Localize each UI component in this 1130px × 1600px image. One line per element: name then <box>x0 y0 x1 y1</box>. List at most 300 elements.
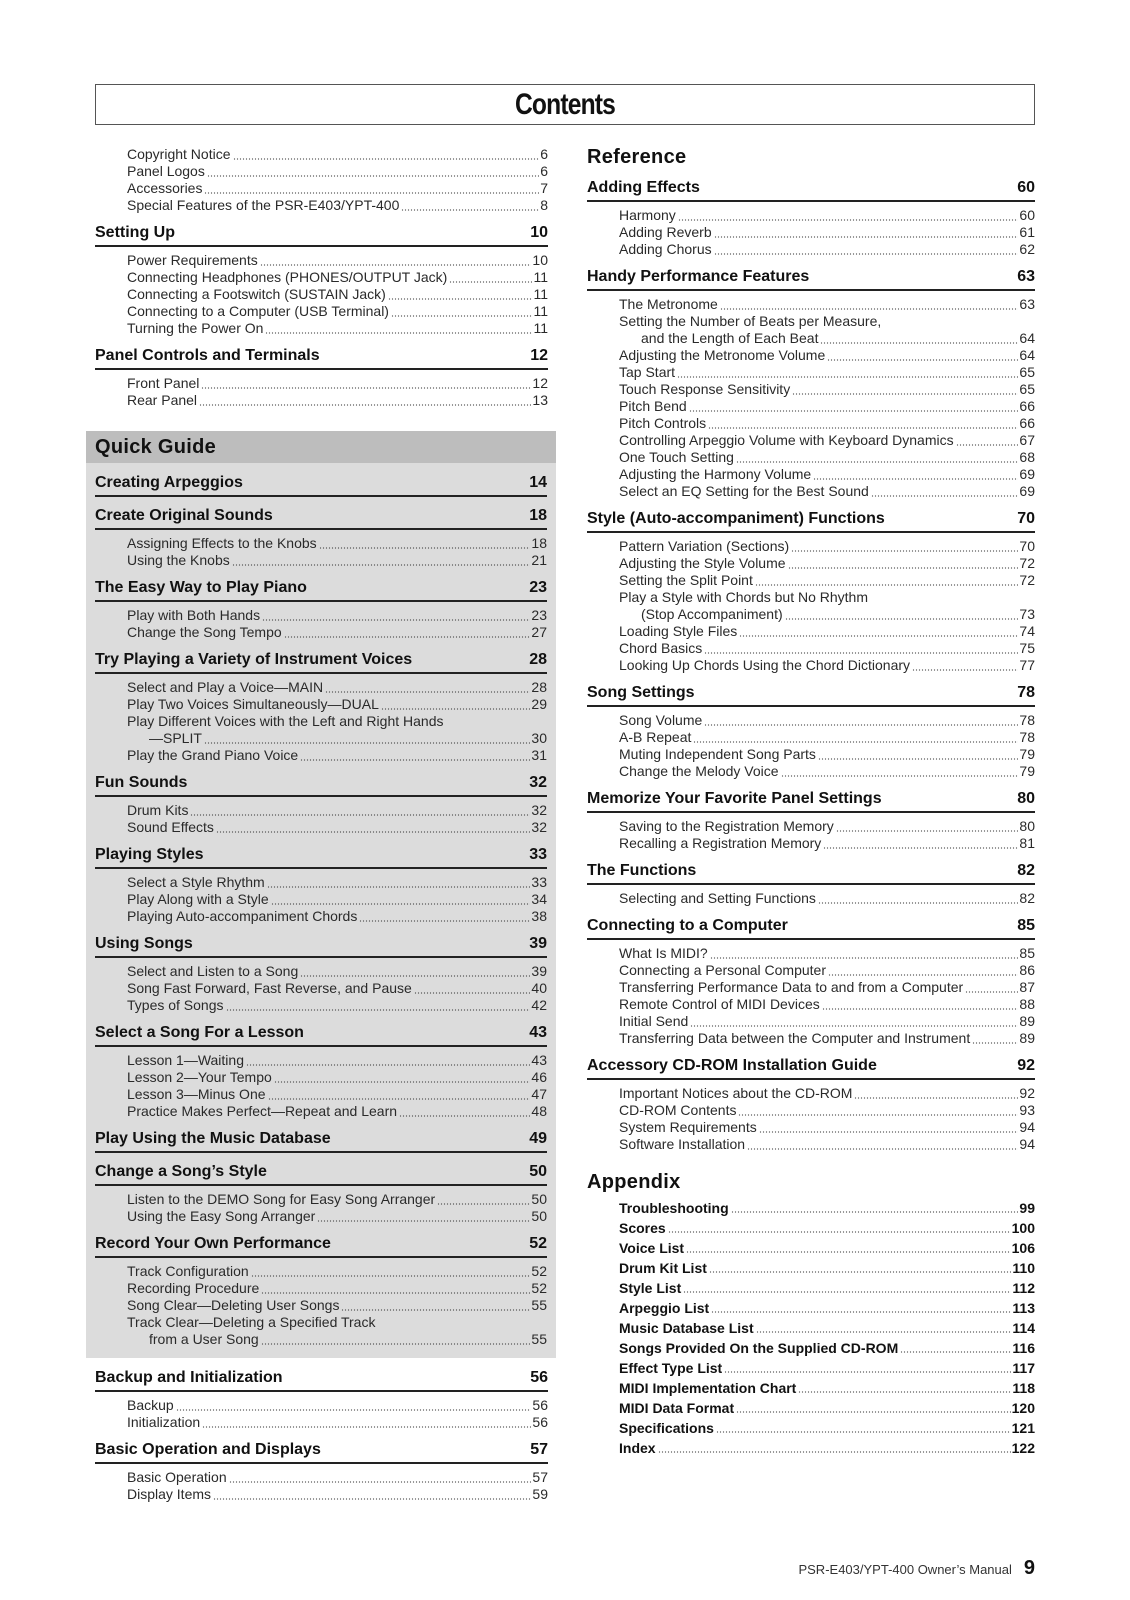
toc-entry[interactable] <box>587 572 1035 589</box>
toc-entry[interactable] <box>587 890 1035 907</box>
toc-entry-title: Play Along with a Style <box>127 891 269 907</box>
section-title: Playing Styles <box>95 846 204 863</box>
toc-entry-title: Setting the Number of Beats per Measure, <box>619 313 882 329</box>
toc-entry[interactable] <box>587 241 1035 258</box>
toc-entry[interactable] <box>587 381 1035 398</box>
toc-entry-title: Play Different Voices with the Left and Right Hands <box>127 713 444 729</box>
toc-entry[interactable] <box>587 945 1035 962</box>
dot-leader <box>683 1291 1011 1293</box>
toc-page-number: 65 <box>1019 381 1035 397</box>
toc-entry[interactable] <box>95 303 548 320</box>
dot-leader <box>388 298 533 300</box>
toc-entry[interactable] <box>95 802 547 819</box>
toc-entry[interactable] <box>95 1414 548 1431</box>
toc-entry[interactable] <box>95 1314 547 1348</box>
dot-leader <box>677 376 1018 378</box>
toc-page-number: 87 <box>1019 979 1035 995</box>
section-heading[interactable] <box>95 1234 547 1258</box>
section-title: Play Using the Music Database <box>95 1130 331 1147</box>
toc-entry[interactable] <box>587 1418 1035 1438</box>
toc-page-number: 88 <box>1019 996 1035 1012</box>
toc-entry[interactable] <box>95 980 547 997</box>
toc-entry-title: Panel Logos <box>127 163 205 179</box>
toc-entry[interactable] <box>587 729 1035 746</box>
dot-leader <box>720 308 1019 310</box>
toc-entry-title: Index <box>619 1440 656 1456</box>
section-heading[interactable] <box>587 1056 1035 1080</box>
section-page-number: 32 <box>529 774 547 791</box>
toc-entry[interactable] <box>95 819 547 836</box>
toc-entry[interactable] <box>95 607 547 624</box>
dot-leader <box>271 903 531 905</box>
toc-page-number: 59 <box>532 1486 548 1502</box>
section-page-number: 56 <box>530 1369 548 1386</box>
section-heading[interactable] <box>95 1129 547 1153</box>
dot-leader <box>781 775 1019 777</box>
toc-entry-title: Connecting a Personal Computer <box>619 962 827 978</box>
toc-entry[interactable] <box>587 398 1035 415</box>
section-heading[interactable] <box>95 650 547 674</box>
dot-leader <box>813 478 1018 480</box>
toc-entry-title: Track Clear—Deleting a Specified Track <box>127 1314 376 1330</box>
dot-leader <box>317 1220 530 1222</box>
toc-entry-title: Select a Style Rhythm <box>127 874 265 890</box>
toc-entry[interactable] <box>587 1198 1035 1218</box>
dot-leader <box>319 547 531 549</box>
toc-entry[interactable] <box>587 1136 1035 1153</box>
section-heading[interactable] <box>587 861 1035 885</box>
toc-page-number: 117 <box>1012 1360 1035 1376</box>
section-heading[interactable] <box>587 916 1035 940</box>
toc-entry-title: Muting Independent Song Parts <box>619 746 816 762</box>
toc-entry[interactable] <box>587 483 1035 500</box>
toc-entry-title: Song Clear—Deleting User Songs <box>127 1297 340 1313</box>
toc-entry[interactable] <box>95 624 547 641</box>
toc-page-number: 94 <box>1019 1136 1035 1152</box>
section-heading[interactable] <box>95 578 547 602</box>
dot-leader <box>251 1275 531 1277</box>
toc-entry[interactable] <box>95 997 547 1014</box>
toc-entry[interactable] <box>587 1298 1035 1318</box>
dot-leader <box>704 652 1018 654</box>
toc-page-number: 86 <box>1019 962 1035 978</box>
section-page-number: 92 <box>1017 1057 1035 1074</box>
toc-entry-title: Copyright Notice <box>127 146 231 162</box>
toc-page-number: 11 <box>533 320 548 336</box>
section-title: The Functions <box>587 862 697 879</box>
toc-entry[interactable] <box>587 1358 1035 1378</box>
toc-entry-title: Effect Type List <box>619 1360 723 1376</box>
toc-entry[interactable] <box>95 1069 547 1086</box>
toc-entry-title: Pitch Controls <box>619 415 707 431</box>
toc-entry[interactable] <box>95 252 548 269</box>
dot-leader <box>201 387 531 389</box>
dot-leader <box>828 974 1018 976</box>
toc-entry-title: Arpeggio List <box>619 1300 710 1316</box>
toc-entry-title: MIDI Implementation Chart <box>619 1380 797 1396</box>
section-heading[interactable] <box>95 506 547 530</box>
toc-entry[interactable] <box>95 146 548 163</box>
dot-leader <box>818 902 1019 904</box>
dot-leader <box>710 957 1019 959</box>
toc-page-number: 27 <box>531 624 547 640</box>
toc-entry[interactable] <box>95 1191 547 1208</box>
toc-entry-title: Connecting Headphones (PHONES/OUTPUT Jack) <box>127 269 448 285</box>
toc-page-number: 11 <box>533 269 548 285</box>
toc-page-number: 122 <box>1011 1440 1035 1456</box>
toc-entry[interactable] <box>95 696 547 713</box>
dot-leader <box>359 920 530 922</box>
section-heading[interactable] <box>95 1162 547 1186</box>
toc-entry[interactable] <box>587 415 1035 432</box>
dot-leader <box>204 742 531 744</box>
toc-page-number: 64 <box>1019 347 1035 363</box>
section-page-number: 63 <box>1017 268 1035 285</box>
toc-entry[interactable] <box>587 466 1035 483</box>
toc-page-number: 18 <box>531 535 547 551</box>
toc-entry-title: Lesson 1—Waiting <box>127 1052 244 1068</box>
toc-entry[interactable] <box>587 1278 1035 1298</box>
dot-leader <box>871 495 1019 497</box>
dot-leader <box>724 1371 1011 1373</box>
section-title: Panel Controls and Terminals <box>95 347 320 364</box>
dot-leader <box>246 1064 530 1066</box>
toc-entry[interactable] <box>587 818 1035 835</box>
toc-page-number: 70 <box>1019 538 1035 554</box>
toc-page-number: 56 <box>532 1414 548 1430</box>
section-heading[interactable] <box>587 509 1035 533</box>
toc-page-number: 62 <box>1019 241 1035 257</box>
toc-entry[interactable] <box>587 589 1035 623</box>
toc-page-number: 81 <box>1019 835 1035 851</box>
toc-page-number: 67 <box>1019 432 1035 448</box>
toc-entry[interactable] <box>95 891 547 908</box>
toc-entry-title: One Touch Setting <box>619 449 734 465</box>
toc-entry[interactable] <box>587 712 1035 729</box>
toc-page-number: 66 <box>1019 415 1035 431</box>
toc-entry[interactable] <box>587 449 1035 466</box>
dot-leader <box>704 724 1018 726</box>
toc-page-number: 118 <box>1012 1380 1035 1396</box>
toc-entry[interactable] <box>95 1297 547 1314</box>
toc-entry-title: Pattern Variation (Sections) <box>619 538 790 554</box>
toc-entry-title: MIDI Data Format <box>619 1400 735 1416</box>
toc-entry[interactable] <box>95 180 548 197</box>
toc-entry[interactable] <box>95 1486 548 1503</box>
section-heading[interactable] <box>95 1023 547 1047</box>
dot-leader <box>414 992 531 994</box>
dot-leader <box>268 1098 531 1100</box>
section-title: Handy Performance Features <box>587 268 810 285</box>
dot-leader <box>213 1498 531 1500</box>
section-page-number: 52 <box>529 1235 547 1252</box>
intro-list <box>95 146 548 214</box>
section-heading[interactable] <box>587 789 1035 813</box>
toc-entry-title: Sound Effects <box>127 819 214 835</box>
toc-entry-title: Looking Up Chords Using the Chord Dictionary <box>619 657 911 673</box>
dot-leader <box>972 1042 1018 1044</box>
toc-page-number: 56 <box>532 1397 548 1413</box>
toc-entry-continuation <box>619 330 1035 347</box>
toc-entry[interactable] <box>587 1085 1035 1102</box>
page-number: 9 <box>1023 1557 1035 1579</box>
section-heading[interactable] <box>587 683 1035 707</box>
toc-entry-title: Practice Makes Perfect—Repeat and Learn <box>127 1103 398 1119</box>
toc-page-number: 43 <box>531 1052 547 1068</box>
toc-page-number: 31 <box>531 747 547 763</box>
toc-entry-title: Loading Style Files <box>619 623 738 639</box>
reference-heading: Reference <box>587 146 687 168</box>
toc-entry[interactable] <box>587 746 1035 763</box>
toc-entry-title: Adjusting the Metronome Volume <box>619 347 826 363</box>
toc-entry[interactable] <box>95 320 548 337</box>
toc-entry[interactable] <box>587 1119 1035 1136</box>
toc-page-number: 7 <box>540 180 548 196</box>
toc-entry[interactable] <box>587 1102 1035 1119</box>
section-heading[interactable] <box>95 773 547 797</box>
toc-entry[interactable] <box>587 996 1035 1013</box>
dot-leader <box>437 1203 530 1205</box>
toc-entry[interactable] <box>95 197 548 214</box>
toc-entry-title: A-B Repeat <box>619 729 692 745</box>
dot-leader <box>265 332 532 334</box>
toc-entry[interactable] <box>587 1218 1035 1238</box>
contents-title-box <box>95 84 1035 125</box>
toc-page-number: 23 <box>531 607 547 623</box>
dot-leader <box>709 1271 1012 1273</box>
toc-entry[interactable] <box>95 269 548 286</box>
toc-entry[interactable] <box>95 1397 548 1414</box>
dot-leader <box>216 831 531 833</box>
toc-page-number: 42 <box>531 997 547 1013</box>
dot-leader <box>788 567 1019 569</box>
toc-page-number: 110 <box>1012 1260 1035 1276</box>
dot-leader <box>708 427 1018 429</box>
dot-leader <box>204 192 539 194</box>
section-heading[interactable] <box>95 934 547 958</box>
toc-page-number: 116 <box>1012 1340 1035 1356</box>
dot-leader <box>747 1148 1018 1150</box>
toc-entry-title: Playing Auto-accompaniment Chords <box>127 908 358 924</box>
toc-entry[interactable] <box>587 1338 1035 1358</box>
toc-entry-title: Track Configuration <box>127 1263 249 1279</box>
section-heading[interactable] <box>95 346 548 370</box>
section-heading[interactable] <box>587 267 1035 291</box>
toc-page-number: 79 <box>1019 746 1035 762</box>
dot-leader <box>668 1231 1011 1233</box>
toc-entry[interactable] <box>95 1280 547 1297</box>
toc-entry[interactable] <box>95 1469 548 1486</box>
toc-entry-title: Turning the Power On <box>127 320 264 336</box>
toc-entry[interactable] <box>95 874 547 891</box>
toc-entry[interactable] <box>95 375 548 392</box>
toc-entry[interactable] <box>95 163 548 180</box>
section-heading[interactable] <box>95 223 548 247</box>
dot-leader <box>731 1211 1019 1213</box>
toc-entry[interactable] <box>95 1263 547 1280</box>
dot-leader <box>693 741 1018 743</box>
toc-page-number: 50 <box>531 1208 547 1224</box>
appendix-heading: Appendix <box>587 1171 681 1193</box>
dot-leader <box>714 253 1019 255</box>
toc-entry-title: Adjusting the Style Volume <box>619 555 786 571</box>
toc-entry-title: Touch Response Sensitivity <box>619 381 791 397</box>
toc-page-number: 100 <box>1011 1220 1035 1236</box>
toc-page-number: 6 <box>540 146 548 162</box>
section-heading[interactable] <box>95 1440 548 1464</box>
toc-page-number: 50 <box>531 1191 547 1207</box>
dot-leader <box>381 708 531 710</box>
toc-entry-title: Setting the Split Point <box>619 572 753 588</box>
dot-leader <box>711 1311 1011 1313</box>
toc-entry-title: Drum Kit List <box>619 1260 707 1276</box>
toc-entry-title: Connecting to a Computer (USB Terminal) <box>127 303 389 319</box>
toc-entry-title: The Metronome <box>619 296 718 312</box>
toc-page-number: 73 <box>1019 606 1035 622</box>
toc-page-number: 38 <box>531 908 547 924</box>
toc-entry-title: Using the Knobs <box>127 552 230 568</box>
right-column <box>587 146 1035 1458</box>
toc-entry[interactable] <box>587 313 1035 347</box>
dot-leader <box>854 1097 1018 1099</box>
toc-entry-title: Types of Songs <box>127 997 224 1013</box>
toc-entry[interactable] <box>587 962 1035 979</box>
dot-leader <box>232 564 531 566</box>
toc-entry[interactable] <box>587 835 1035 852</box>
toc-entry[interactable] <box>95 1103 547 1120</box>
toc-entry[interactable] <box>587 1258 1035 1278</box>
toc-page-number: 65 <box>1019 364 1035 380</box>
toc-entry[interactable] <box>587 1438 1035 1458</box>
toc-entry-title: Saving to the Registration Memory <box>619 818 834 834</box>
toc-entry[interactable] <box>95 1052 547 1069</box>
dot-leader <box>912 669 1018 671</box>
dot-leader <box>190 814 530 816</box>
toc-page-number: 99 <box>1019 1200 1035 1216</box>
toc-entry[interactable] <box>95 713 547 747</box>
toc-entry[interactable] <box>587 1398 1035 1418</box>
toc-entry[interactable] <box>587 640 1035 657</box>
section-page-number: 70 <box>1017 510 1035 527</box>
section-title: Adding Effects <box>587 179 700 196</box>
toc-page-number: 120 <box>1011 1400 1035 1416</box>
section-heading[interactable] <box>95 845 547 869</box>
section-title: Select a Song For a Lesson <box>95 1024 304 1041</box>
dot-leader <box>791 550 1018 552</box>
section-page-number: 49 <box>529 1130 547 1147</box>
dot-leader <box>820 342 1018 344</box>
toc-entry[interactable] <box>587 1030 1035 1047</box>
toc-page-number: 114 <box>1012 1320 1035 1336</box>
toc-entry[interactable] <box>587 979 1035 996</box>
dot-leader <box>827 359 1018 361</box>
dot-leader <box>341 1309 530 1311</box>
section-heading[interactable] <box>95 473 547 497</box>
toc-entry[interactable] <box>587 657 1035 674</box>
section-page-number: 57 <box>530 1441 548 1458</box>
toc-entry-title: Listen to the DEMO Song for Easy Song Arranger <box>127 1191 436 1207</box>
section-page-number: 80 <box>1017 790 1035 807</box>
section-title: Basic Operation and Displays <box>95 1441 321 1458</box>
toc-entry[interactable] <box>587 224 1035 241</box>
dot-leader <box>262 619 530 621</box>
toc-entry[interactable] <box>95 963 547 980</box>
toc-entry-title: Using the Easy Song Arranger <box>127 1208 316 1224</box>
section-page-number: 78 <box>1017 684 1035 701</box>
section-title: Memorize Your Favorite Panel Settings <box>587 790 882 807</box>
toc-entry-title: Voice List <box>619 1240 685 1256</box>
toc-entry[interactable] <box>587 538 1035 555</box>
toc-entry[interactable] <box>587 1378 1035 1398</box>
toc-entry[interactable] <box>587 432 1035 449</box>
toc-page-number: 77 <box>1019 657 1035 673</box>
dot-leader <box>716 1431 1011 1433</box>
toc-entry[interactable] <box>587 623 1035 640</box>
toc-entry[interactable] <box>95 1208 547 1225</box>
reference-sections <box>587 178 1035 1153</box>
toc-page-number: 82 <box>1019 890 1035 906</box>
toc-entry[interactable] <box>587 1238 1035 1258</box>
toc-entry-title: Song Fast Forward, Fast Reverse, and Pause <box>127 980 412 996</box>
toc-entry[interactable] <box>95 392 548 409</box>
section-heading[interactable] <box>587 178 1035 202</box>
section-title: Style (Auto-accompaniment) Functions <box>587 510 885 527</box>
toc-entry-title: Song Volume <box>619 712 703 728</box>
dot-leader <box>678 219 1019 221</box>
toc-page-number: 78 <box>1019 729 1035 745</box>
toc-entry[interactable] <box>95 747 547 764</box>
toc-entry[interactable] <box>587 207 1035 224</box>
toc-entry-title: Play a Style with Chords but No Rhythm <box>619 589 868 605</box>
toc-entry[interactable] <box>587 296 1035 313</box>
toc-entry[interactable] <box>95 908 547 925</box>
toc-entry-title: Selecting and Setting Functions <box>619 890 816 906</box>
toc-entry[interactable] <box>95 535 547 552</box>
toc-entry[interactable] <box>95 552 547 569</box>
dot-leader <box>267 886 531 888</box>
toc-page-number: 40 <box>531 980 547 996</box>
toc-entry[interactable] <box>587 347 1035 364</box>
section-heading[interactable] <box>95 1368 548 1392</box>
toc-entry[interactable] <box>95 679 547 696</box>
dot-leader <box>229 1481 532 1483</box>
section-title: Setting Up <box>95 224 175 241</box>
toc-entry-title: System Requirements <box>619 1119 757 1135</box>
toc-entry[interactable] <box>587 364 1035 381</box>
dot-leader <box>792 393 1018 395</box>
toc-entry[interactable] <box>587 763 1035 780</box>
toc-entry[interactable] <box>587 1318 1035 1338</box>
toc-page-number: 48 <box>531 1103 547 1119</box>
toc-entry-title: Change the Melody Voice <box>619 763 779 779</box>
toc-page-number: 79 <box>1019 763 1035 779</box>
section-page-number: 12 <box>530 347 548 364</box>
toc-entry[interactable] <box>587 555 1035 572</box>
dot-leader <box>785 618 1019 620</box>
toc-entry[interactable] <box>95 1086 547 1103</box>
toc-entry-title: Connecting a Footswitch (SUSTAIN Jack) <box>127 286 386 302</box>
dot-leader <box>759 1131 1019 1133</box>
toc-entry-title: What Is MIDI? <box>619 945 708 961</box>
toc-page-number: 68 <box>1019 449 1035 465</box>
toc-page-number: 30 <box>531 730 547 746</box>
toc-entry-title: Controlling Arpeggio Volume with Keyboard Dynamics <box>619 432 954 448</box>
toc-entry[interactable] <box>95 286 548 303</box>
toc-entry[interactable] <box>587 1013 1035 1030</box>
dot-leader <box>965 991 1018 993</box>
section-title: Try Playing a Variety of Instrument Voices <box>95 651 413 668</box>
section-page-number: 14 <box>529 474 547 491</box>
